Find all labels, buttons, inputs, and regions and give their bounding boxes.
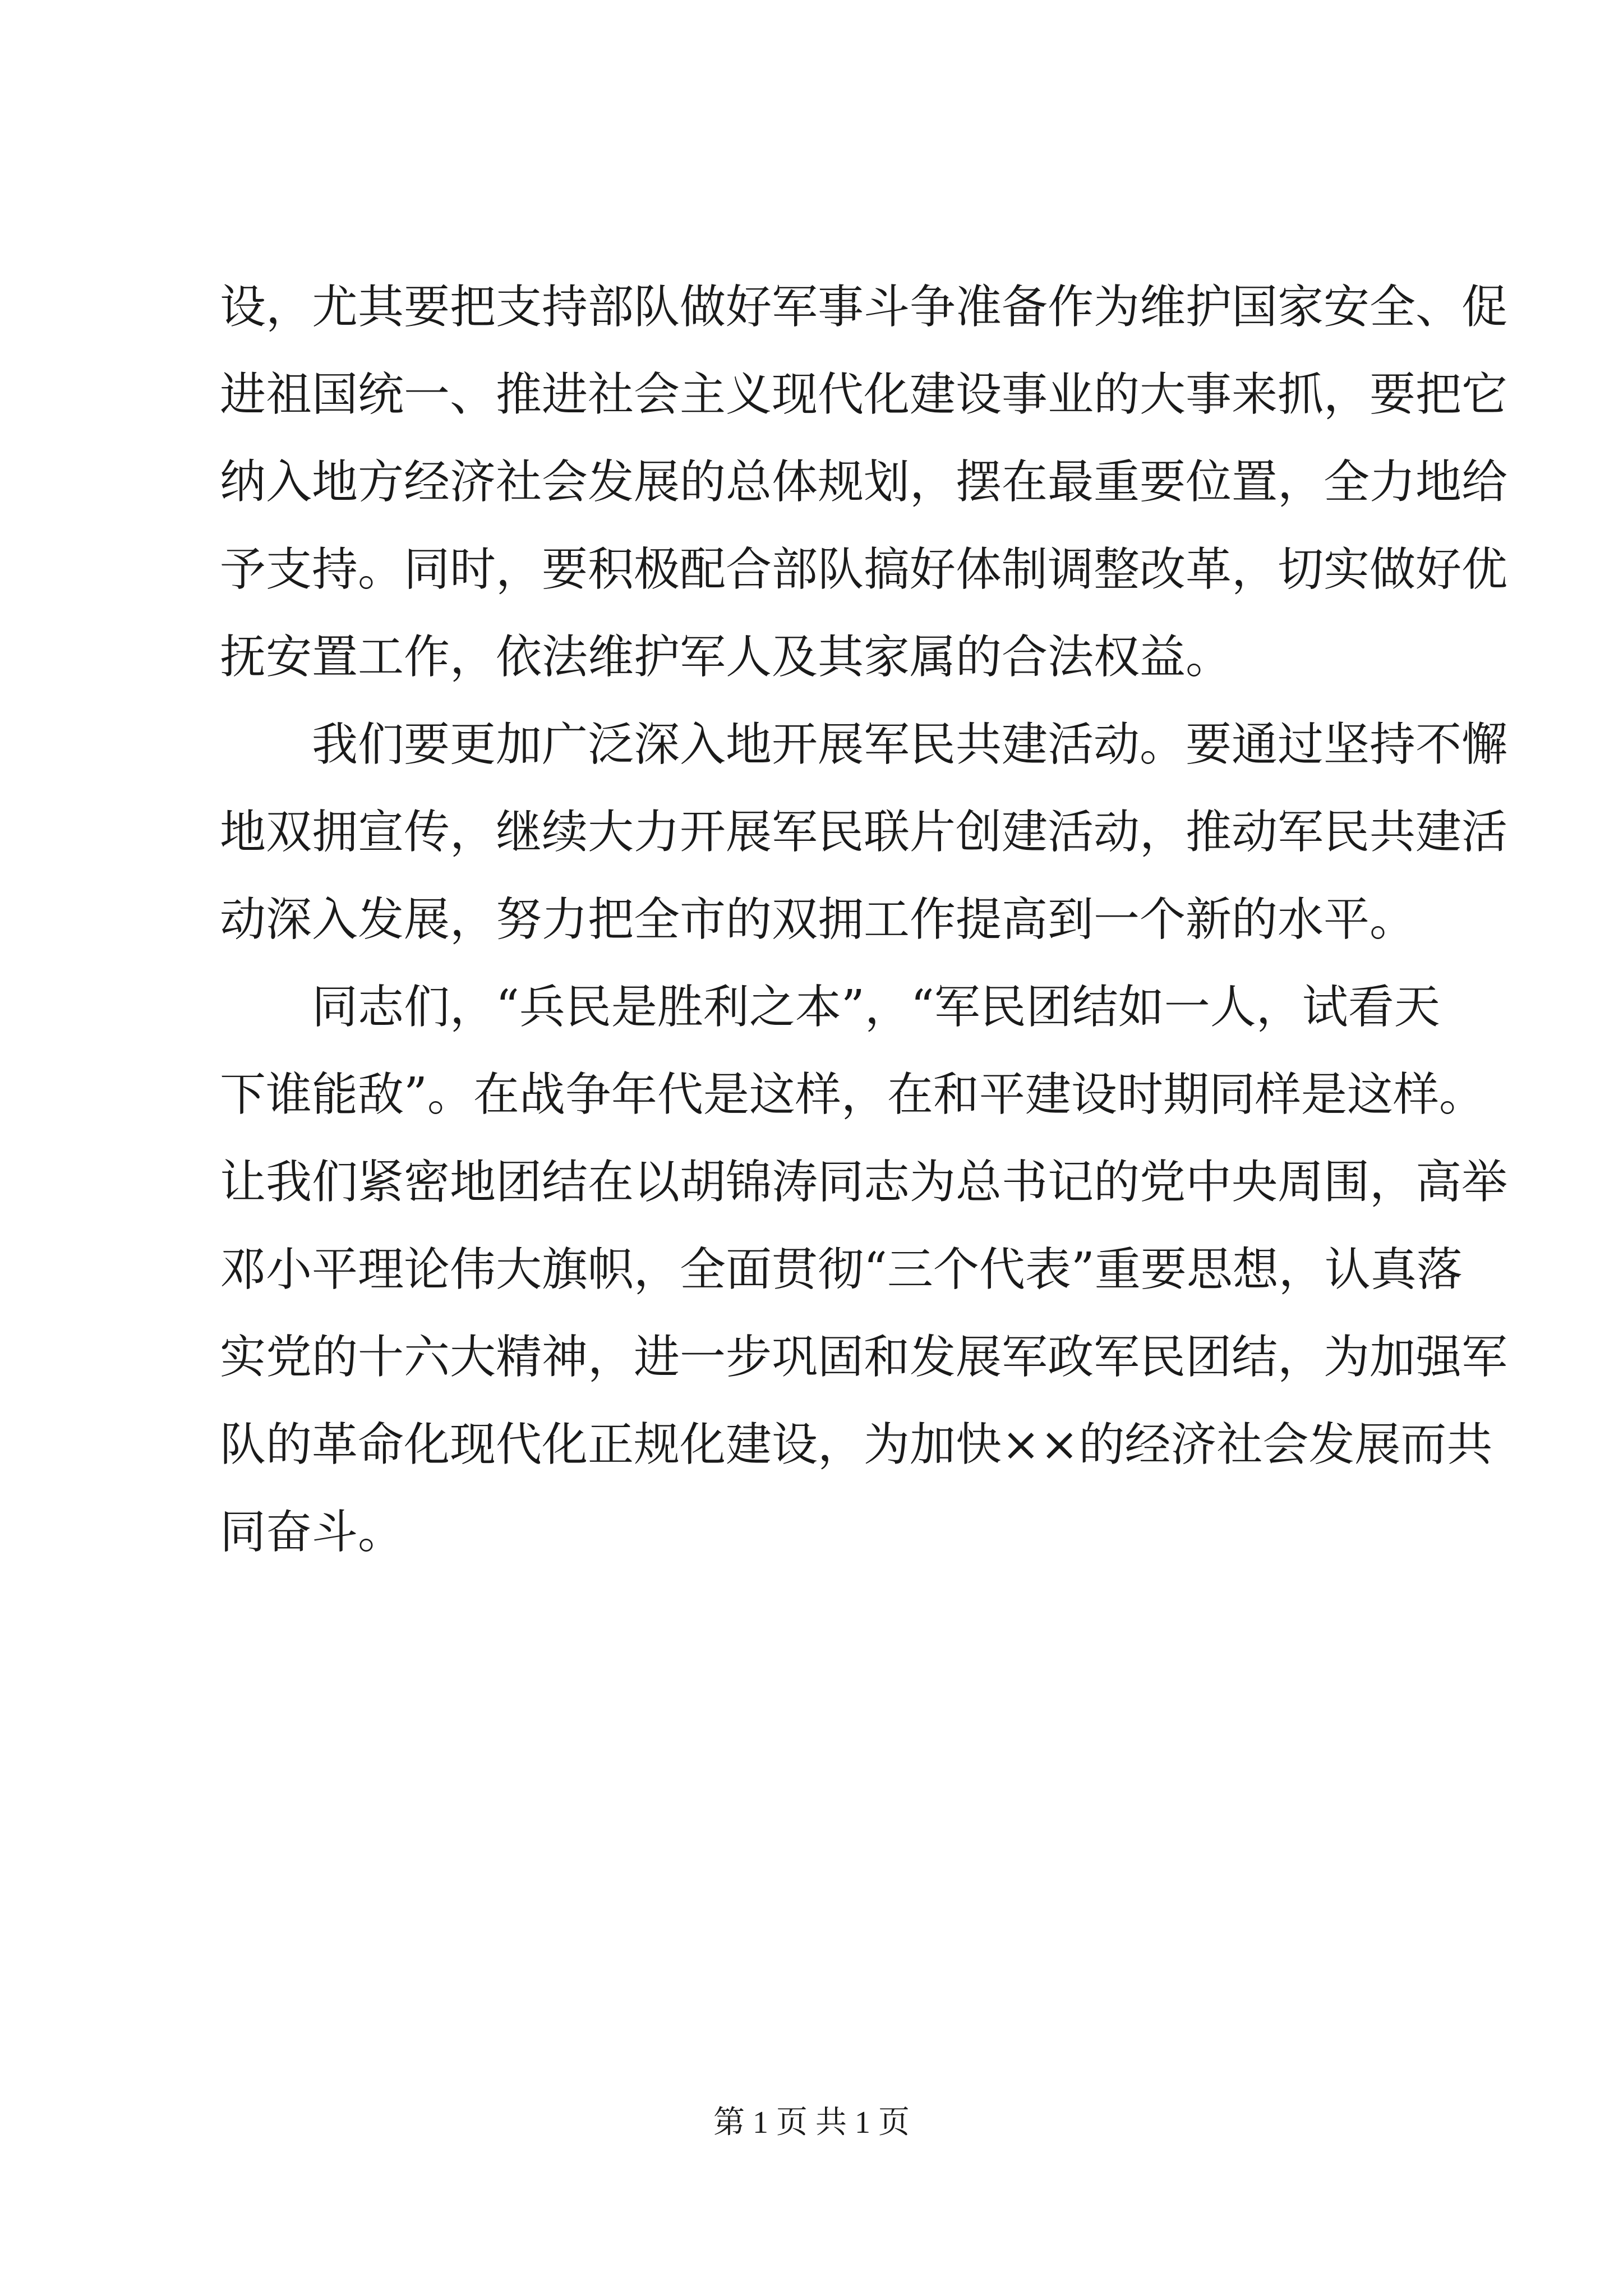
- body-text: [220, 264, 1508, 1576]
- paragraph-line: 动深入发展，努力把全市的双拥工作提高到一个新的水平。: [220, 893, 1416, 946]
- paragraph-3: [220, 964, 1508, 1576]
- paragraph-line: 实党的十六大精神，进一步巩固和发展军政军民团结，为加强军: [220, 1331, 1508, 1384]
- paragraph-1: [220, 264, 1508, 701]
- paragraph-line: 予支持。同时，要积极配合部队搞好体制调整改革，切实做好优: [220, 543, 1508, 596]
- paragraph-line: 进祖国统一、推进社会主义现代化建设事业的大事来抓，要把它: [220, 368, 1508, 421]
- paragraph-line: 纳入地方经济社会发展的总体规划，摆在最重要位置，全力地给: [220, 455, 1508, 509]
- paragraph-line: 同志们，“兵民是胜利之本”，“军民团结如一人，试看天: [312, 981, 1440, 1034]
- paragraph-line: 地双拥宣传，继续大力开展军民联片创建活动，推动军民共建活: [220, 806, 1508, 859]
- paragraph-2: [220, 701, 1508, 964]
- paragraph-line: 设，尤其要把支持部队做好军事斗争准备作为维护国家安全、促: [220, 280, 1508, 334]
- paragraph-line: 让我们紧密地团结在以胡锦涛同志为总书记的党中央周围，高举: [220, 1156, 1508, 1209]
- paragraph-line: 抚安置工作，依法维护军人及其家属的合法权益。: [220, 631, 1232, 684]
- paragraph-line: 邓小平理论伟大旗帜，全面贯彻“三个代表”重要思想，认真落: [220, 1243, 1463, 1296]
- paragraph-line: 我们要更加广泛深入地开展军民共建活动。要通过坚持不懈: [312, 718, 1508, 771]
- paragraph-line: 队的革命化现代化正规化建设，为加快××的经济社会发展而共: [220, 1418, 1493, 1471]
- page-footer: 第 1 页 共 1 页: [713, 2105, 910, 2140]
- paragraph-line: 同奋斗。: [220, 1506, 404, 1559]
- paragraph-line: 下谁能敌”。在战争年代是这样，在和平建设时期同样是这样。: [220, 1068, 1485, 1121]
